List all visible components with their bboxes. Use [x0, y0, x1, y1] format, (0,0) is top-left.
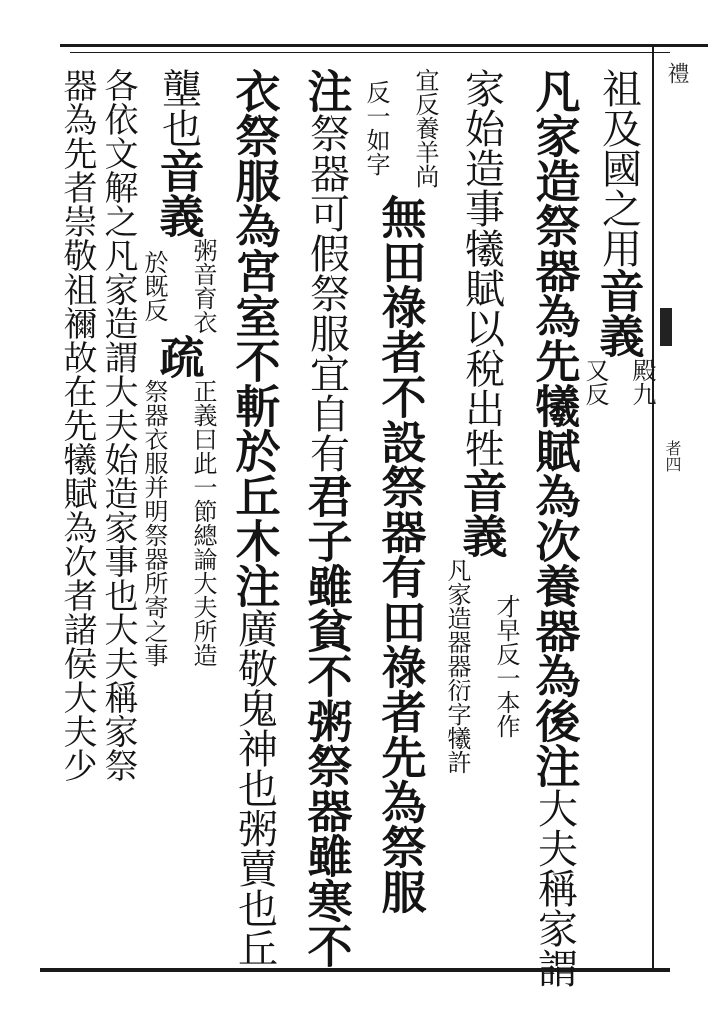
- edge-fragment: 禮: [664, 62, 689, 84]
- text-column-3: [444, 68, 518, 774]
- column-text: 各依文解之凡家造謂大夫始造家事也大夫稱家祭: [98, 68, 138, 782]
- margin-fragment: 者四: [663, 440, 682, 472]
- column-text: 凡家造祭器為先犧賦為次養器為後: [527, 68, 581, 743]
- column-text: 無田祿者不設祭器有田祿者先為祭服: [373, 194, 427, 914]
- column-text: 衣祭服為宮室不斬於丘木: [227, 68, 281, 563]
- label-zhu: 注: [299, 68, 353, 113]
- label-shu: 疏: [151, 334, 205, 379]
- annotation-right: 才早反一本作: [492, 594, 520, 738]
- column-text: 壟也: [155, 68, 202, 148]
- annotation-left: 反一如字: [362, 80, 390, 176]
- annotation-left: 凡家造器器衍字犧許: [443, 558, 471, 774]
- annotation-left: 又反: [581, 358, 609, 406]
- top-border-rule-thin: [70, 52, 670, 53]
- text-column-5: [294, 68, 358, 968]
- annotation-right: 殿九: [628, 358, 656, 406]
- column-text: 君子雖貧不粥祭器雖寒不: [299, 473, 353, 968]
- label-yinyi: 音義: [454, 468, 508, 558]
- column-text: 大夫稱家謂: [531, 788, 578, 988]
- text-column-2: [522, 68, 586, 988]
- right-margin-rule: [652, 44, 654, 972]
- column-text: 家始造事犧賦以稅出牲: [458, 68, 505, 468]
- text-column-6: [222, 68, 286, 968]
- annotation-right: 宜反養羊尚: [411, 68, 439, 188]
- column-text: 祖及國之用: [595, 68, 642, 268]
- text-column-4: [360, 68, 440, 914]
- annotation-right: 正義曰此一節總論大夫所造: [189, 379, 217, 667]
- column-text: 廣敬鬼神也粥賣也丘: [231, 608, 278, 968]
- text-column-8: [58, 68, 136, 782]
- text-column-7: [138, 68, 218, 667]
- text-column-1: [581, 68, 656, 406]
- column-text: 器為先者崇敬祖禰故在先犧賦為次者諸侯大夫少: [57, 68, 97, 782]
- annotation-right: 粥音育衣: [189, 238, 217, 334]
- margin-tab-mark: [660, 308, 672, 346]
- annotation-left: 祭器衣服并明祭器所寄之事: [140, 379, 168, 667]
- label-yinyi: 音義: [591, 268, 645, 358]
- annotation-left: 於既反: [140, 250, 168, 322]
- label-zhu: 注: [527, 743, 581, 788]
- column-text: 祭器可假祭服宜自有: [303, 113, 350, 473]
- label-zhu: 注: [227, 563, 281, 608]
- label-yinyi: 音義: [151, 148, 205, 238]
- top-border-rule: [60, 44, 708, 47]
